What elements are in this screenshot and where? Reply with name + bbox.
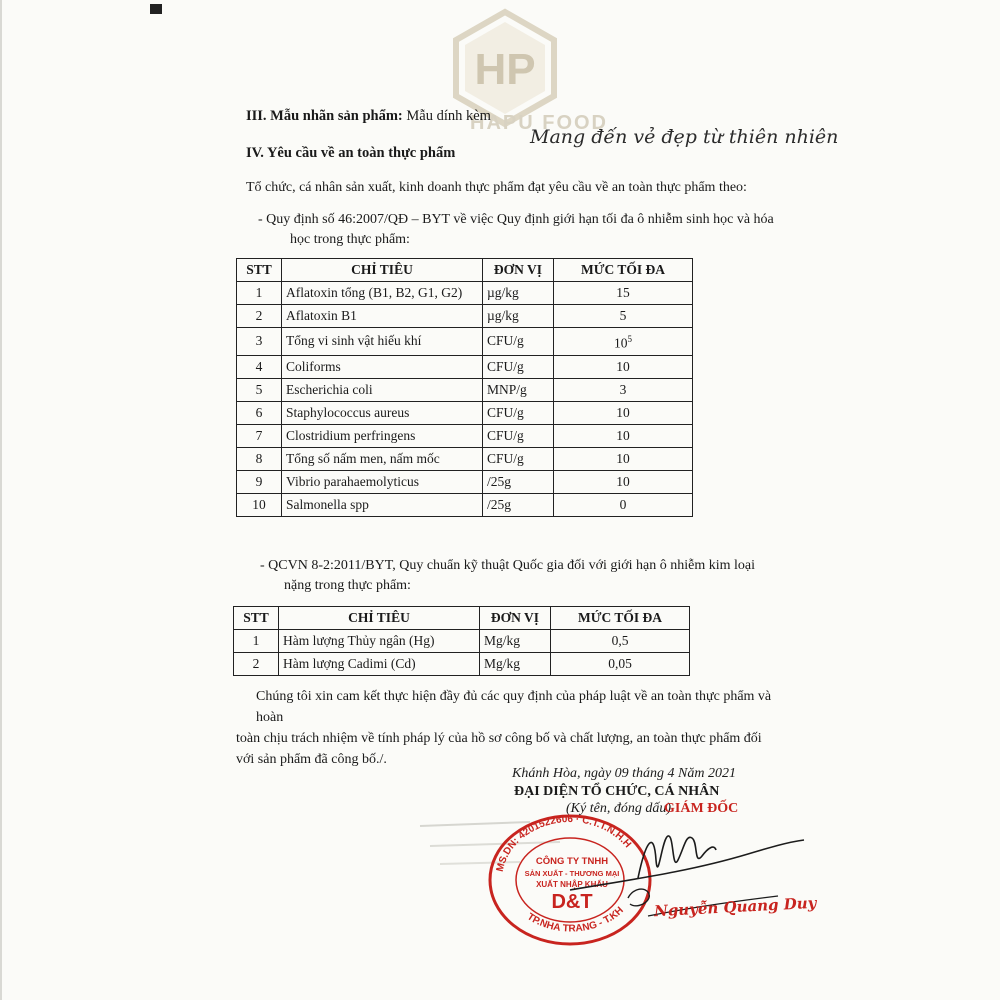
cell-criterion: Salmonella spp [282,493,483,516]
cell-max: $10^5$ [554,328,693,356]
cell-criterion: Staphylococcus aureus [282,401,483,424]
cell-criterion: Clostridium perfringens [282,424,483,447]
cell-stt: 3 [237,328,282,356]
table-row [237,424,693,447]
cell-unit: µg/kg [483,282,554,305]
table-row [237,355,693,378]
sign-note: (Ký tên, đóng dấu) [566,801,671,816]
commitment-line3: với sản phẩm đã công bố./. [236,752,387,767]
page-edge [0,0,2,1000]
header-max: MỨC TỐI ĐA [554,259,693,282]
commitment-paragraph [236,686,784,770]
director-title: GIÁM ĐỐC [664,801,739,816]
seal-line1: CÔNG TY TNHH [535,856,609,867]
cell-unit: CFU/g [483,424,554,447]
cell-unit: CFU/g [483,401,554,424]
cell-criterion: Vibrio parahaemolyticus [282,470,483,493]
regulation-2-line2: nặng trong thực phẩm: [284,578,411,593]
table-row [234,653,690,676]
header-stt: STT [234,607,279,630]
cell-unit: CFU/g [483,447,554,470]
cell-stt: 4 [237,355,282,378]
cell-stt: 2 [237,305,282,328]
seal-line2: SẢN XUẤT - THƯƠNG MẠI [524,869,620,878]
cell-unit: CFU/g [483,355,554,378]
cell-unit: /25g [483,493,554,516]
cell-max: 15 [554,282,693,305]
table-row [237,305,693,328]
microbial-limits-table [236,258,693,517]
cell-max: 10 [554,470,693,493]
cell-max: 10 [554,447,693,470]
table-row [237,447,693,470]
table-row [237,470,693,493]
header-unit: ĐƠN VỊ [480,607,551,630]
cell-criterion: Tổng số nấm men, nấm mốc [282,447,483,470]
cell-unit: Mg/kg [480,653,551,676]
cell-stt: 8 [237,447,282,470]
intro-text: Tổ chức, cá nhân sản xuất, kinh doanh thực phẩm đạt yêu cầu về an toàn thực phẩm theo: [246,180,747,195]
logo-brand-text: HAPU FOOD [470,112,608,134]
cell-max: 10 [554,355,693,378]
cell-stt: 5 [237,378,282,401]
cell-max: 5 [554,305,693,328]
scan-mark [150,4,162,14]
cell-max: 0 [554,493,693,516]
cell-unit: µg/kg [483,305,554,328]
regulation-2-line1: - QCVN 8-2:2011/BYT, Quy chuẩn kỹ thuật Quốc gia đối với giới hạn ô nhiễm kim loại [260,558,756,573]
cell-stt: 6 [237,401,282,424]
cell-criterion: Aflatoxin tổng (B1, B2, G1, G2) [282,282,483,305]
cell-max: 10 [554,401,693,424]
commitment-line1: Chúng tôi xin cam kết thực hiện đầy đủ các quy định của pháp luật về an toàn thực phẩm và hoàn [256,689,772,725]
regulation-2 [260,556,790,596]
table-header-row [237,259,693,282]
header-criterion: CHỈ TIÊU [282,259,483,282]
cell-criterion: Hàm lượng Cadimi (Cd) [279,653,480,676]
table-row [237,493,693,516]
cell-unit: Mg/kg [480,630,551,653]
section-3 [246,108,491,125]
cell-unit: CFU/g [483,328,554,356]
place-date: Khánh Hòa, ngày 09 tháng 4 Năm 2021 [512,766,736,781]
regulation-1 [258,210,798,250]
cell-max-exponent: 5 [627,334,632,344]
cell-max: 0,05 [551,653,690,676]
cell-stt: 1 [237,282,282,305]
cell-unit: MNP/g [483,378,554,401]
table-row [237,282,693,305]
cell-max: 0,5 [551,630,690,653]
section-3-value: Mẫu dính kèm [406,108,491,124]
header-max: MỨC TỐI ĐA [551,607,690,630]
table-header-row [234,607,690,630]
cell-criterion: Hàm lượng Thủy ngân (Hg) [279,630,480,653]
cell-stt: 9 [237,470,282,493]
cell-stt: 10 [237,493,282,516]
table-row [237,328,693,356]
cell-unit: /25g [483,470,554,493]
seal-bottom: TP.NHA TRANG - T.KH [524,904,626,935]
cell-criterion: Escherichia coli [282,378,483,401]
regulation-1-line2: học trong thực phẩm: [290,232,410,247]
table-row [237,401,693,424]
cell-max: 3 [554,378,693,401]
logo-monogram: HP [474,45,536,94]
cell-stt: 2 [234,653,279,676]
cell-max: 10 [554,424,693,447]
commitment-line2: toàn chịu trách nhiệm về tính pháp lý của hồ sơ công bố và chất lượng, an toàn thực phẩm đối [236,731,762,746]
section-4-title: IV. Yêu cầu về an toàn thực phẩm [246,145,456,161]
tagline: Mang đến vẻ đẹp từ thiên nhiên [530,126,839,148]
table-row [234,630,690,653]
seal-code: MS.DN: 4201522606 · C.T.T.N.H.H [494,813,634,873]
regulation-1-line1: - Quy định số 46:2007/QĐ – BYT về việc Quy định giới hạn tối đa ô nhiễm sinh học và hóa [258,212,774,227]
cell-stt: 7 [237,424,282,447]
representative-title: ĐẠI DIỆN TỔ CHỨC, CÁ NHÂN [514,784,720,799]
table-row [237,378,693,401]
cell-stt: 1 [234,630,279,653]
section-3-label: III. Mẫu nhãn sản phẩm: [246,108,403,124]
seal-line3: XUẤT NHẬP KHẨU [536,880,608,889]
header-criterion: CHỈ TIÊU [279,607,480,630]
cell-criterion: Aflatoxin B1 [282,305,483,328]
signer-name: Nguyễn Quang Duy [653,893,817,921]
header-unit: ĐƠN VỊ [483,259,554,282]
cell-criterion: Coliforms [282,355,483,378]
seal-line4: D&T [551,891,593,913]
header-stt: STT [237,259,282,282]
cell-criterion: Tổng vi sinh vật hiếu khí [282,328,483,356]
heavy-metal-limits-table [233,606,690,676]
